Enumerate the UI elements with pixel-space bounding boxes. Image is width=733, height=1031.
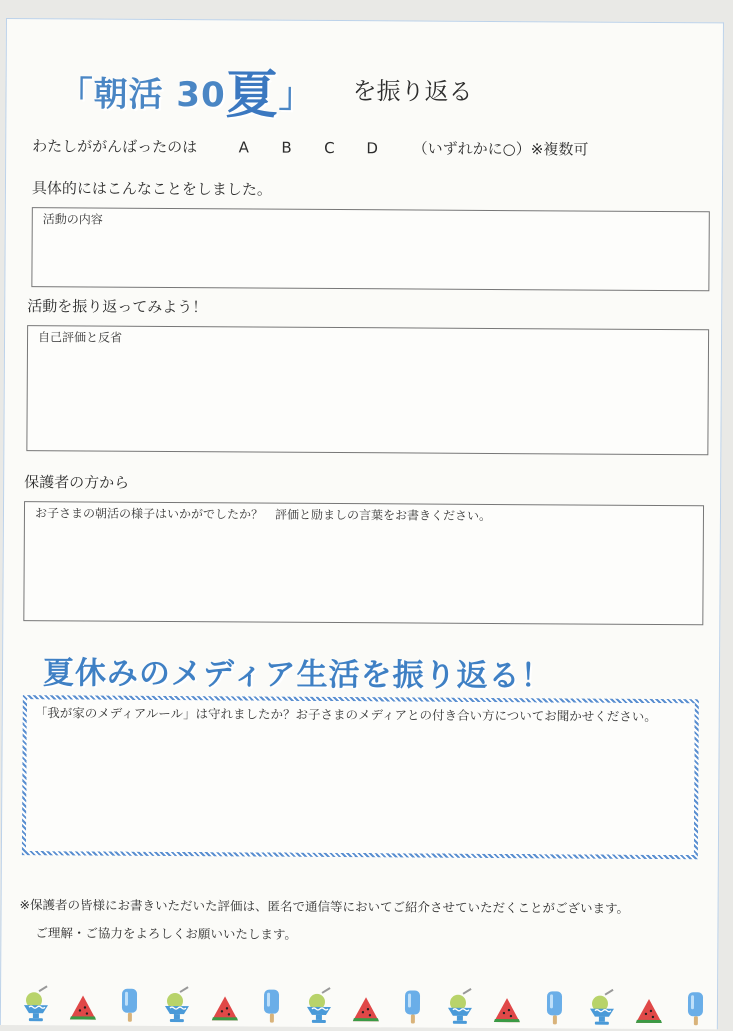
popsicle-icon xyxy=(257,987,287,1025)
watermelon-icon xyxy=(634,989,664,1027)
activity-content-label: 活動の内容 xyxy=(42,212,103,227)
decor-icon-row xyxy=(21,979,711,1027)
self-evaluation-box[interactable] xyxy=(26,325,709,455)
section3-heading: 保護者の方から xyxy=(24,473,130,492)
media-rule-box[interactable] xyxy=(22,695,699,859)
page-subtitle: を振り返る xyxy=(352,77,473,106)
effort-row xyxy=(32,135,588,159)
shaved-ice-icon xyxy=(21,985,51,1023)
media-rule-label: 「我が家のメディアルール」は守れましたか？お子さまのメディアとの付き合い方についてお聞かせください。 xyxy=(34,705,657,724)
popsicle-icon xyxy=(398,987,428,1025)
footer-note-line2: ご理解・ご協力をよろしくお願いいたします。 xyxy=(35,925,297,942)
shaved-ice-icon xyxy=(445,988,475,1026)
watermelon-icon xyxy=(68,985,98,1023)
section2-heading: 活動を振り返ってみよう！ xyxy=(27,297,208,317)
title-summer-char: 夏 xyxy=(225,65,279,126)
self-evaluation-label: 自己評価と反省 xyxy=(38,330,123,345)
popsicle-icon xyxy=(115,986,145,1024)
footer-note-line1: ※保護者の皆様にお書きいただいた評価は、匿名で通信等においてご紹介させていただくことがございます。 xyxy=(19,897,630,916)
popsicle-icon xyxy=(681,989,711,1027)
watermelon-icon xyxy=(492,988,522,1026)
section1-heading: 具体的にはこんなことをしました。 xyxy=(31,179,273,199)
watermelon-icon xyxy=(209,986,239,1024)
title-close: 」 xyxy=(278,75,314,116)
watermelon-icon xyxy=(351,987,381,1025)
worksheet xyxy=(0,18,724,1029)
shaved-ice-icon xyxy=(304,987,334,1025)
title-open: 「朝活 30 xyxy=(58,74,226,116)
guardian-comment-label: お子さまの朝活の様子はいかがでしたか？ 評価と励ましの言葉をお書きください。 xyxy=(34,506,492,523)
effort-prompt: わたしががんばったのは xyxy=(32,137,198,157)
effort-option-c[interactable]: C xyxy=(324,138,335,158)
activity-content-box[interactable] xyxy=(31,207,709,291)
shaved-ice-icon xyxy=(162,986,192,1024)
shaved-ice-icon xyxy=(587,989,617,1027)
page-title xyxy=(58,45,314,126)
effort-option-b[interactable]: B xyxy=(281,138,292,157)
effort-option-d[interactable]: D xyxy=(366,139,378,158)
effort-note: （いずれかに○）※複数可 xyxy=(412,139,589,159)
popsicle-icon xyxy=(539,988,569,1026)
media-title: 夏休みのメディア生活を振り返る！ xyxy=(42,655,553,695)
guardian-comment-box[interactable] xyxy=(23,501,704,625)
effort-option-a[interactable]: A xyxy=(238,138,249,157)
